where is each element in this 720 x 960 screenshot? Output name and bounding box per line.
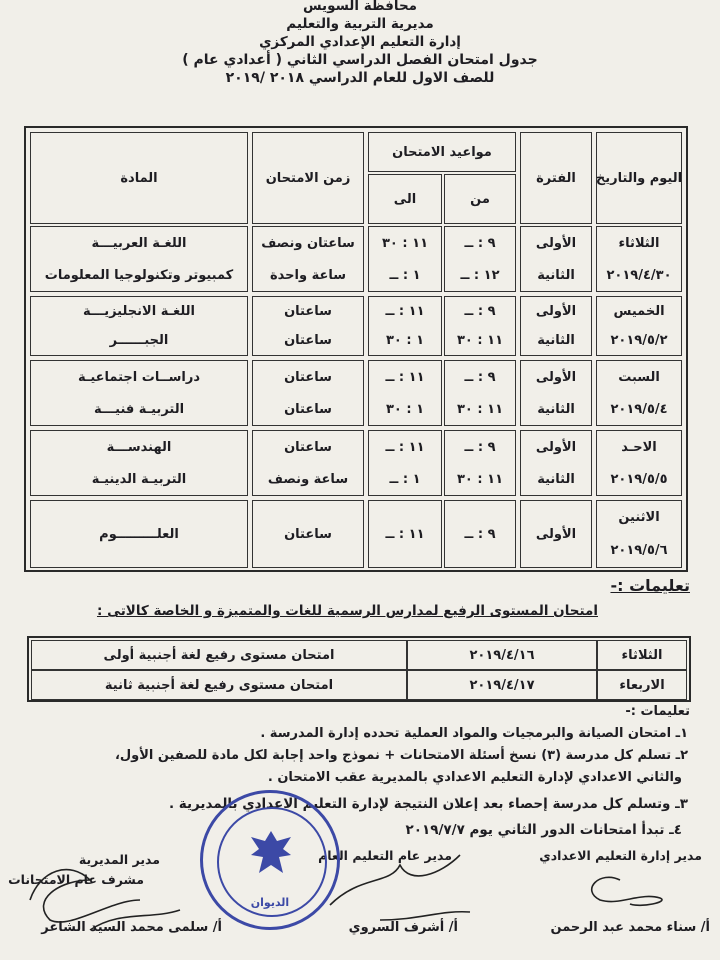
- from-cell: [444, 500, 516, 568]
- cell-text: ٢٠١٩/٤/٣٠: [606, 267, 672, 283]
- day-date-cell: [596, 500, 682, 568]
- header-period: الفترة: [520, 132, 592, 224]
- schedule-title: جدول امتحان الفصل الدراسي الثاني ( أعدادي عام ): [182, 52, 538, 68]
- cell-text: الثانية: [537, 471, 575, 487]
- cell-text: ساعتان ونصف: [261, 235, 355, 251]
- signature-left-scribble: [592, 877, 662, 905]
- cell-text: ١ : ٣٠: [385, 401, 425, 417]
- cell-text: ١١ : ٣٠: [382, 235, 429, 251]
- cell-text: ١١ : ٣٠: [457, 401, 504, 417]
- header-duration: زمن الامتحان: [252, 132, 364, 224]
- to-cell: [368, 226, 442, 292]
- cell-text: ١١ : ــ: [385, 439, 425, 455]
- period-cell: [520, 360, 592, 426]
- cell-text: ١١ : ــ: [385, 369, 425, 385]
- cell-text: التربيـة الدينيـة: [91, 471, 187, 487]
- from-cell: [444, 430, 516, 496]
- cell-text: ٩ : ــ: [464, 369, 496, 385]
- administration-title: إدارة التعليم الإعدادي المركزي: [259, 34, 461, 50]
- subject-cell: [30, 226, 248, 292]
- instructions-heading: تعليمات :-: [610, 576, 690, 595]
- cell-text: اللغـة العربيـــة: [91, 235, 187, 251]
- official-seal: [200, 790, 340, 930]
- from-cell: [444, 296, 516, 356]
- cell-text: ١٢ : ــ: [460, 267, 500, 283]
- advanced-table: [27, 636, 691, 702]
- to-cell: [368, 296, 442, 356]
- name-sanaa: أ/ سناء محمد عبد الرحمن: [550, 920, 710, 935]
- cell-text: الاثنين: [618, 510, 660, 525]
- instructions-heading-2: تعليمات :-: [625, 704, 690, 719]
- schedule-table: [24, 126, 688, 572]
- advanced-day-2: الاربعاء: [597, 670, 687, 700]
- period-cell: [520, 226, 592, 292]
- duration-cell: [252, 430, 364, 496]
- header-times: مواعيد الامتحان: [368, 132, 516, 172]
- cell-text: الاحـد: [621, 439, 657, 455]
- grade-year-title: للصف الاول للعام الدراسي ٢٠١٨ /٢٠١٩: [225, 70, 495, 86]
- cell-text: الثانية: [537, 401, 575, 417]
- cell-text: ساعة ونصف: [267, 471, 349, 487]
- cell-text: الأولى: [535, 369, 577, 385]
- note-2: ٢ـ تسلم كل مدرسة (٣) نسخ أسئلة الامتحانات + نموذج واحد إجابة لكل مادة للصفين الأول،: [114, 748, 688, 763]
- header-subject: المادة: [30, 132, 248, 224]
- cell-text: الثانية: [537, 333, 575, 348]
- duration-cell: [252, 360, 364, 426]
- document-header: [0, 0, 720, 87]
- cell-text: ساعة واحدة: [269, 267, 347, 283]
- directorate-title: مديرية التربية والتعليم: [286, 16, 434, 32]
- advanced-day-1: الثلاثاء: [597, 640, 687, 670]
- day-date-cell: [596, 296, 682, 356]
- cell-text: ١١ : ٣٠: [457, 471, 504, 487]
- cell-text: التربيـة فنيـــة: [93, 401, 185, 417]
- cell-text: الأولى: [535, 526, 577, 542]
- cell-text: ١ : ــ: [389, 267, 421, 283]
- signature-mid-scribble: [330, 855, 470, 920]
- to-cell: [368, 430, 442, 496]
- note-4: ٤ـ تبدأ امتحانات الدور الثاني يوم ٢٠١٩/٧/٧: [405, 822, 682, 838]
- cell-text: ساعتان: [284, 333, 332, 348]
- cell-text: دراســات اجتماعيـة: [78, 369, 200, 385]
- cell-text: الثانية: [537, 267, 575, 283]
- advanced-exam-2: امتحان مستوى رفيع لغة أجنبية ثانية: [31, 670, 407, 700]
- cell-text: ساعتان: [284, 526, 332, 542]
- role-exam-supervisor: مشرف عام الامتحانات: [8, 872, 144, 887]
- period-cell: [520, 500, 592, 568]
- note-3: ٣ـ وتسلم كل مدرسة إحصاء بعد إعلان النتيجة لإدارة التعليم الاعدادي بالمديرية .: [168, 796, 688, 812]
- period-cell: [520, 430, 592, 496]
- seal-text: الديوان: [250, 896, 290, 909]
- to-cell: [368, 360, 442, 426]
- role-director-prep: مدير إدارة التعليم الاعدادي: [539, 848, 702, 863]
- duration-cell: [252, 500, 364, 568]
- cell-text: الهندســـة: [106, 439, 172, 455]
- cell-text: ٢٠١٩/٥/٦: [610, 543, 668, 558]
- advanced-exam-1: امتحان مستوى رفيع لغة أجنبية أولى: [31, 640, 407, 670]
- eagle-emblem-icon: [241, 825, 301, 885]
- role-general-director: مدير عام التعليم العام: [318, 848, 452, 863]
- cell-text: ١ : ٣٠: [385, 333, 425, 348]
- header-from: من: [444, 174, 516, 224]
- cell-text: ١١ : ٣٠: [457, 333, 504, 348]
- from-cell: [444, 360, 516, 426]
- name-salma: أ/ سلمى محمد السيد الشاعر: [41, 920, 222, 935]
- cell-text: الثلاثاء: [618, 235, 660, 251]
- duration-cell: [252, 296, 364, 356]
- cell-text: ٢٠١٩/٥/٤: [610, 401, 668, 417]
- period-cell: [520, 296, 592, 356]
- cell-text: ٢٠١٩/٥/٥: [610, 471, 668, 487]
- cell-text: ٩ : ــ: [464, 304, 496, 319]
- cell-text: ١ : ــ: [389, 471, 421, 487]
- to-cell: [368, 500, 442, 568]
- cell-text: ساعتان: [284, 304, 332, 319]
- cell-text: الأولى: [535, 235, 577, 251]
- from-cell: [444, 226, 516, 292]
- cell-text: ١١ : ــ: [385, 304, 425, 319]
- note-1: ١ـ امتحان الصيانة والبرمجيات والمواد العملية تحدده إدارة المدرسة .: [260, 726, 688, 741]
- subject-cell: [30, 430, 248, 496]
- cell-text: الخميس: [613, 304, 665, 319]
- advanced-date-2: ٢٠١٩/٤/١٧: [407, 670, 597, 700]
- cell-text: كمبيوتر وتكنولوجيا المعلومات: [44, 267, 234, 283]
- subject-cell: [30, 296, 248, 356]
- day-date-cell: [596, 360, 682, 426]
- header-day-date: اليوم والتاريخ: [596, 132, 682, 224]
- advanced-level-title: امتحان المستوى الرفيع لمدارس الرسمية للغات والمتميزة و الخاصة كالاتى :: [96, 603, 598, 619]
- name-ashraf: أ/ أشرف السروي: [348, 920, 458, 935]
- cell-text: ١١ : ــ: [385, 526, 425, 542]
- note-2-cont: والثاني الاعدادي لإدارة التعليم الاعدادي بالمديرية عقب الامتحان .: [267, 770, 682, 785]
- day-date-cell: [596, 430, 682, 496]
- role-directorate-manager: مدير المديرية: [78, 852, 160, 867]
- cell-text: ساعتان: [284, 369, 332, 385]
- cell-text: اللغـة الانجليزيـــة: [82, 304, 196, 319]
- cell-text: ٢٠١٩/٥/٢: [610, 333, 668, 348]
- cell-text: ٩ : ــ: [464, 235, 496, 251]
- cell-text: ساعتان: [284, 401, 332, 417]
- day-date-cell: [596, 226, 682, 292]
- cell-text: الأولى: [535, 439, 577, 455]
- cell-text: الجبــــــر: [109, 333, 169, 348]
- cell-text: ٩ : ــ: [464, 439, 496, 455]
- subject-cell: [30, 360, 248, 426]
- cell-text: ٩ : ــ: [464, 526, 496, 542]
- subject-cell: [30, 500, 248, 568]
- header-to: الى: [368, 174, 442, 224]
- cell-text: السبت: [618, 369, 660, 385]
- duration-cell: [252, 226, 364, 292]
- governorate-title: محافظة السويس: [302, 0, 418, 14]
- cell-text: العلـــــــــوم: [99, 526, 179, 542]
- cell-text: الأولى: [535, 304, 577, 319]
- cell-text: ساعتان: [284, 439, 332, 455]
- advanced-date-1: ٢٠١٩/٤/١٦: [407, 640, 597, 670]
